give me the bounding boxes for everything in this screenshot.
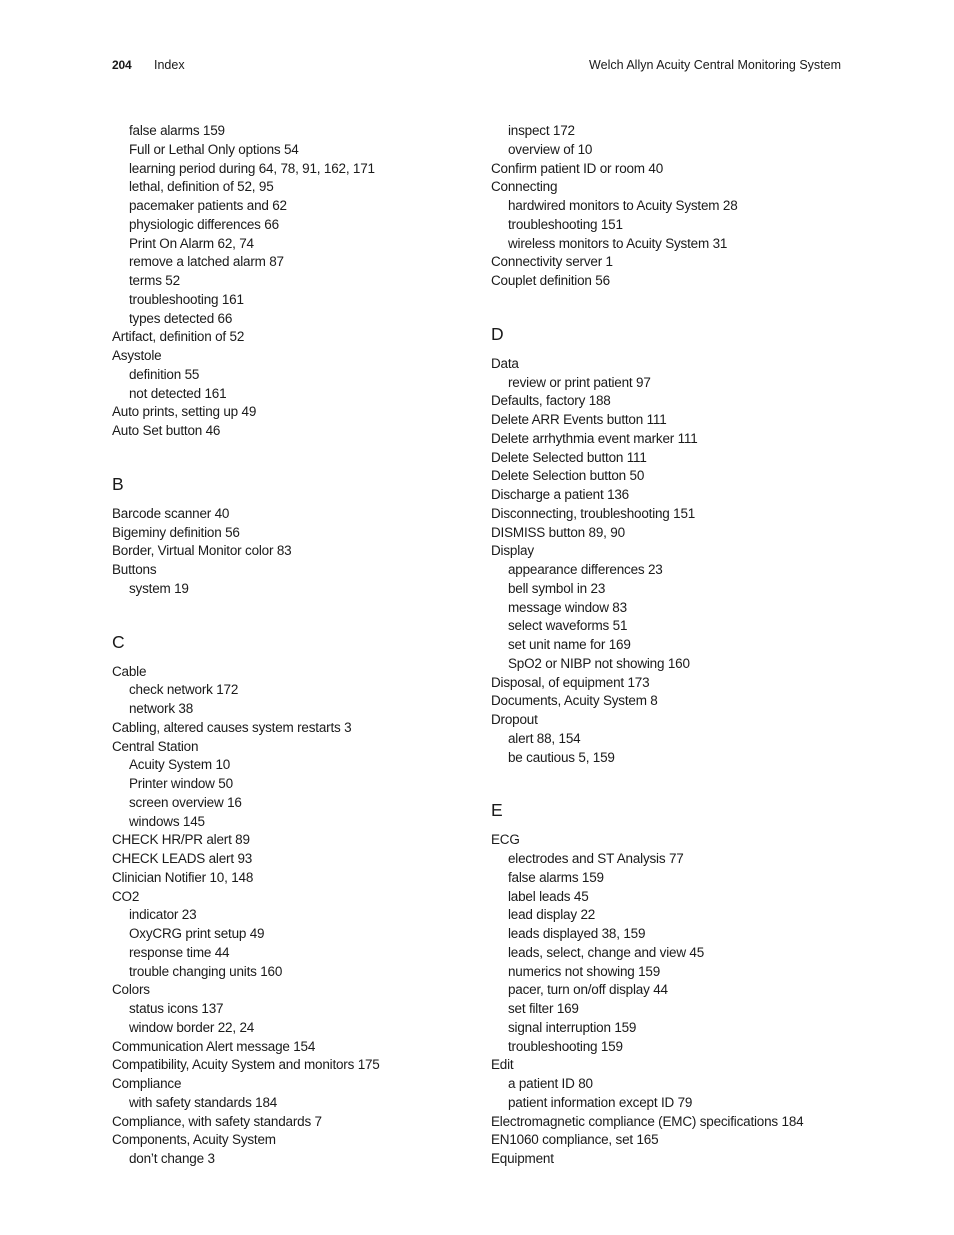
page-header: [0, 58, 954, 78]
index-entry: Components, Acuity System: [112, 1132, 276, 1148]
index-letter-heading: E: [491, 800, 503, 821]
index-subentry: physiologic differences 66: [129, 216, 279, 232]
index-subentry: remove a latched alarm 87: [129, 254, 284, 270]
index-entry: Clinician Notifier 10, 148: [112, 869, 254, 885]
index-subentry: learning period during 64, 78, 91, 162, 171: [129, 160, 375, 176]
index-subentry: false alarms 159: [129, 123, 225, 138]
index-subentry: indicator 23: [129, 907, 197, 923]
index-subentry: review or print patient 97: [508, 374, 651, 390]
index-subentry: Full or Lethal Only options 54: [129, 141, 299, 157]
index-subentry: check network 172: [129, 682, 239, 698]
index-group: [112, 663, 492, 1169]
index-group: [491, 355, 871, 768]
index-column-right: [491, 122, 871, 1169]
index-entry: Compliance: [112, 1076, 182, 1091]
index-subentry: OxyCRG print setup 49: [129, 926, 265, 941]
index-entry: Delete ARR Events button 111: [491, 412, 667, 427]
index-subentry: overview of 10: [508, 141, 593, 157]
index-entry: ECG: [491, 832, 520, 848]
index-entry: Buttons: [112, 562, 157, 577]
index-entry: Colors: [112, 982, 150, 998]
index-entry: Data: [491, 355, 519, 371]
index-subentry: definition 55: [129, 366, 200, 382]
section-label: Index: [154, 58, 185, 72]
index-entry: Barcode scanner 40: [112, 505, 230, 521]
page-number: 204: [112, 58, 132, 72]
index-group: [112, 122, 492, 441]
index-entry: Auto Set button 46: [112, 423, 221, 438]
index-subentry: window border 22, 24: [129, 1019, 255, 1035]
index-letter-heading: B: [112, 473, 124, 494]
index-entry: Cabling, altered causes system restarts 3: [112, 719, 352, 735]
index-entry: Delete Selection button 50: [491, 468, 645, 484]
index-subentry: be cautious 5, 159: [508, 749, 615, 765]
index-subentry: leads displayed 38, 159: [508, 926, 646, 941]
index-subentry: inspect 172: [508, 123, 575, 138]
index-group: [491, 831, 871, 1169]
index-entry: Compliance, with safety standards 7: [112, 1113, 322, 1129]
index-subentry: false alarms 159: [508, 869, 604, 885]
index-entry: Communication Alert message 154: [112, 1038, 316, 1054]
index-entry: Confirm patient ID or room 40: [491, 160, 664, 176]
index-entry: Couplet definition 56: [491, 273, 610, 288]
index-entry: Display: [491, 543, 534, 559]
index-entry: Artifact, definition of 52: [112, 329, 245, 345]
index-subentry: Printer window 50: [129, 776, 233, 791]
index-entry: Disposal, of equipment 173: [491, 674, 650, 690]
index-subentry: select waveforms 51: [508, 618, 628, 634]
index-subentry: set filter 169: [508, 1001, 579, 1016]
index-entry: Edit: [491, 1057, 514, 1073]
index-entry: Disconnecting, troubleshooting 151: [491, 505, 696, 521]
document-title: Welch Allyn Acuity Central Monitoring System: [589, 58, 841, 72]
index-column-left: [112, 122, 492, 1169]
index-entry: Delete Selected button 111: [491, 449, 647, 465]
index-entry: Defaults, factory 188: [491, 393, 611, 409]
index-subentry: leads, select, change and view 45: [508, 944, 705, 960]
index-entry: Connectivity server 1: [491, 254, 613, 270]
index-subentry: troubleshooting 161: [129, 291, 244, 307]
index-subentry: terms 52: [129, 273, 180, 288]
index-subentry: troubleshooting 159: [508, 1038, 623, 1054]
index-subentry: a patient ID 80: [508, 1076, 593, 1091]
index-subentry: Acuity System 10: [129, 757, 231, 773]
index-entry: Bigeminy definition 56: [112, 524, 240, 540]
index-subentry: windows 145: [129, 813, 205, 829]
index-subentry: system 19: [129, 580, 189, 596]
index-subentry: status icons 137: [129, 1001, 224, 1016]
index-entry: Border, Virtual Monitor color 83: [112, 543, 292, 559]
index-entry: Dropout: [491, 712, 538, 727]
index-letter-heading: D: [491, 323, 504, 344]
index-entry: Auto prints, setting up 49: [112, 404, 257, 420]
index-entry: Discharge a patient 136: [491, 487, 629, 502]
index-subentry: pacemaker patients and 62: [129, 198, 287, 213]
index-subentry: lead display 22: [508, 907, 596, 923]
index-subentry: not detected 161: [129, 385, 227, 401]
index-group: [112, 505, 492, 599]
index-subentry: lethal, definition of 52, 95: [129, 179, 274, 195]
index-subentry: SpO2 or NIBP not showing 160: [508, 655, 690, 671]
index-subentry: electrodes and ST Analysis 77: [508, 851, 684, 866]
index-subentry: set unit name for 169: [508, 637, 631, 652]
index-entry: Central Station: [112, 738, 199, 754]
index-entry: EN1060 compliance, set 165: [491, 1132, 659, 1148]
index-entry: CHECK LEADS alert 93: [112, 851, 253, 866]
index-subentry: types detected 66: [129, 310, 233, 326]
index-subentry: trouble changing units 160: [129, 963, 283, 979]
index-entry: Delete arrhythmia event marker 111: [491, 430, 698, 446]
index-subentry: Print On Alarm 62, 74: [129, 235, 254, 251]
index-subentry: network 38: [129, 701, 194, 716]
index-subentry: response time 44: [129, 944, 230, 960]
index-entry: Electromagnetic compliance (EMC) specifications 184: [491, 1113, 804, 1129]
index-subentry: signal interruption 159: [508, 1019, 637, 1035]
index-subentry: numerics not showing 159: [508, 963, 661, 979]
index-subentry: wireless monitors to Acuity System 31: [508, 235, 728, 251]
index-subentry: don’t change 3: [129, 1151, 215, 1166]
index-entry: Equipment: [491, 1151, 554, 1166]
index-subentry: message window 83: [508, 599, 627, 615]
index-subentry: appearance differences 23: [508, 562, 663, 577]
index-entry: CO2: [112, 888, 140, 904]
index-subentry: bell symbol in 23: [508, 580, 606, 596]
index-subentry: pacer, turn on/off display 44: [508, 982, 668, 998]
index-entry: Asystole: [112, 348, 162, 363]
index-subentry: with safety standards 184: [129, 1094, 278, 1110]
index-subentry: alert 88, 154: [508, 730, 581, 746]
index-entry: Connecting: [491, 179, 558, 195]
index-subentry: patient information except ID 79: [508, 1094, 693, 1110]
index-subentry: hardwired monitors to Acuity System 28: [508, 198, 738, 213]
index-group: [491, 122, 871, 291]
index-entry: Compatibility, Acuity System and monitors 175: [112, 1057, 380, 1073]
index-subentry: label leads 45: [508, 888, 589, 904]
index-entry: Cable: [112, 663, 147, 679]
index-subentry: screen overview 16: [129, 794, 242, 810]
index-subentry: troubleshooting 151: [508, 216, 623, 232]
index-entry: Documents, Acuity System 8: [491, 693, 658, 709]
index-entry: CHECK HR/PR alert 89: [112, 832, 250, 848]
index-entry: DISMISS button 89, 90: [491, 524, 625, 540]
index-letter-heading: C: [112, 631, 125, 652]
